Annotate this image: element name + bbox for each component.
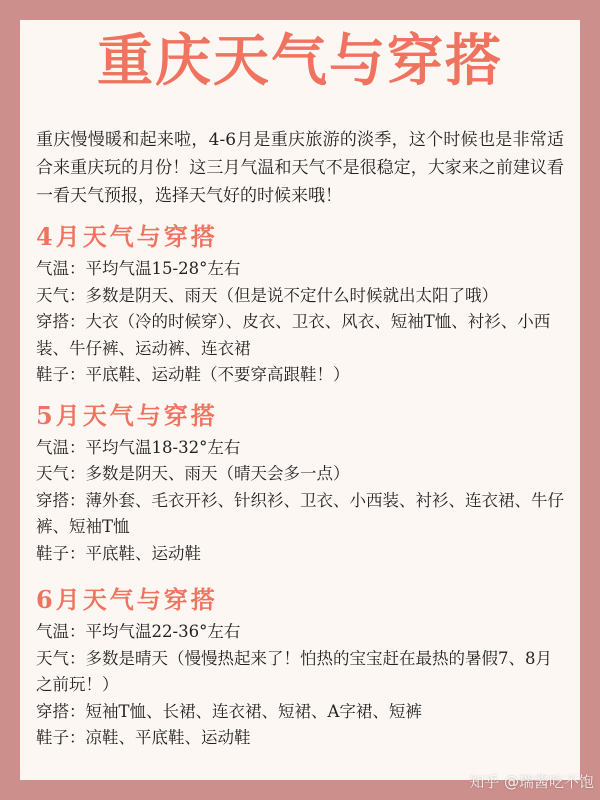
section-june (36, 585, 564, 752)
outfit-line: 穿搭：薄外套、毛衣开衫、针织衫、卫衣、小西装、衬衫、连衣裙、牛仔裤、短袖T恤 (36, 490, 564, 536)
shoes-line: 鞋子：平底鞋、运动鞋（不要穿高跟鞋！） (36, 365, 350, 384)
shoes-line: 鞋子：平底鞋、运动鞋 (36, 543, 201, 563)
outfit-line: 穿搭：大衣（冷的时候穿）、皮衣、卫衣、风衣、短袖T恤、衬衫、小西装、牛仔裤、运动裤、连衣裙 (36, 312, 551, 358)
outfit-line: 穿搭：短袖T恤、长裙、连衣裙、短裙、A字裙、短裤 (36, 701, 422, 721)
weather-line: 天气：多数是晴天（慢慢热起来了！怕热的宝宝赶在最热的暑假7、8月之前玩！） (36, 648, 552, 694)
section-heading: 5月天气与穿搭 (36, 400, 218, 430)
intro-paragraph: 重庆慢慢暖和起来啦，4-6月是重庆旅游的淡季，这个时候也是非常适合来重庆玩的月份！这三月气温和天气不是很稳定，大家来之前建议看一看天气预报，选择天气好的时候来哦！ (36, 130, 564, 206)
temperature-line: 气温：平均气温18-32°左右 (36, 437, 241, 457)
page-title: 重庆天气与穿搭 (97, 29, 503, 94)
section-heading: 4月天气与穿搭 (36, 222, 218, 251)
weather-line: 天气：多数是阴天、雨天（晴天会多一点） (36, 464, 350, 483)
watermark: 知乎 @瑞酱吃不饱 (469, 773, 594, 791)
weather-line: 天气：多数是阴天、雨天（但是说不定什么时候就出太阳了哦） (36, 285, 498, 305)
temperature-line: 气温：平均气温15-28°左右 (36, 259, 241, 278)
content-card (20, 20, 580, 780)
section-heading: 6月天气与穿搭 (36, 585, 218, 614)
shoes-line: 鞋子：凉鞋、平底鞋、运动鞋 (36, 728, 251, 747)
section-april (36, 222, 564, 389)
temperature-line: 气温：平均气温22-36°左右 (36, 622, 241, 641)
section-may (36, 401, 564, 568)
